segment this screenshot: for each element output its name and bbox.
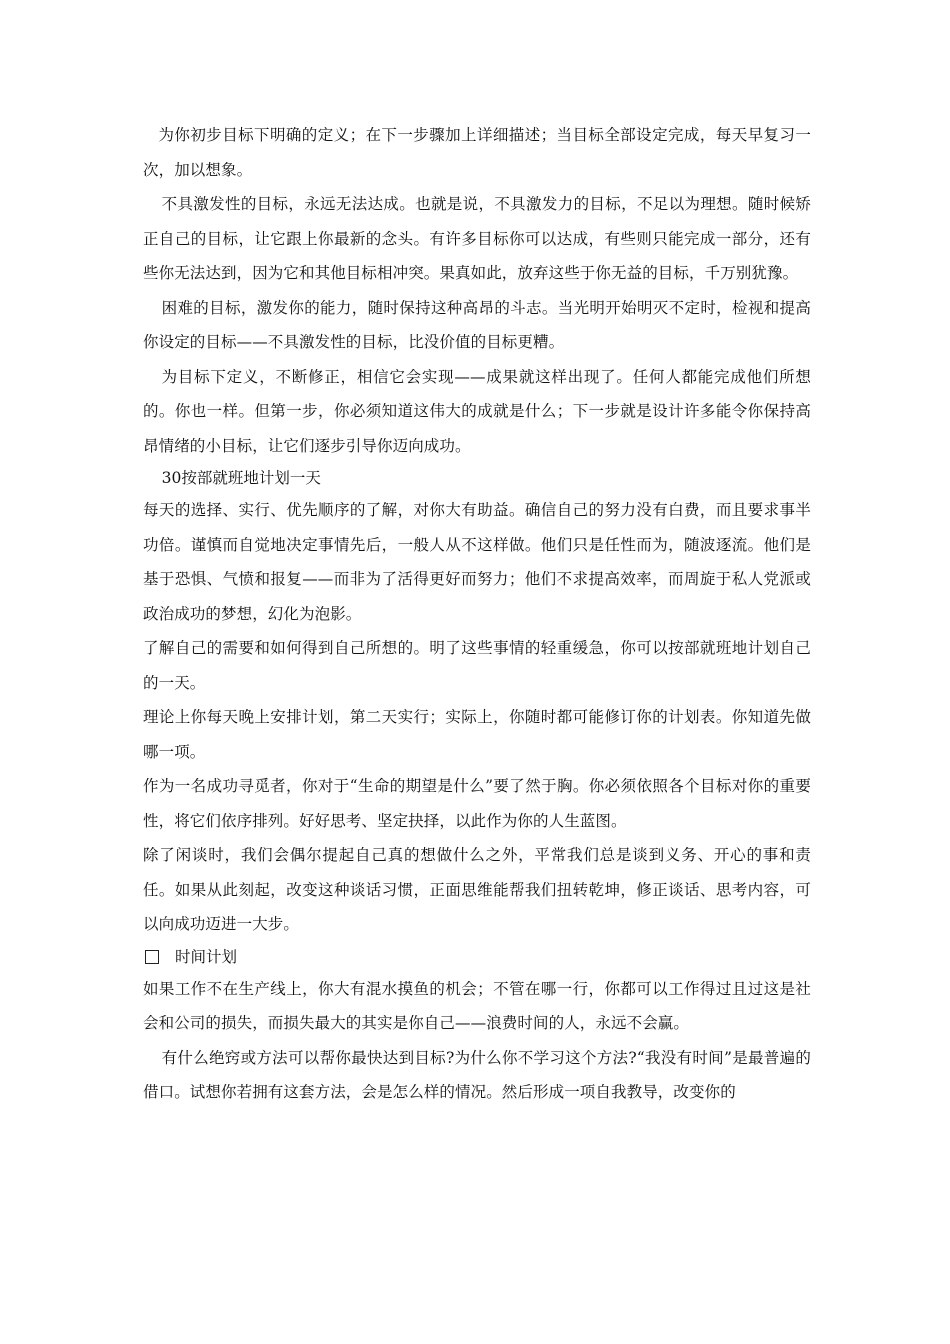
checkbox-icon xyxy=(145,950,159,964)
paragraph-life-expectation: 作为一名成功寻觅者，你对于“生命的期望是什么”要了然于胸。你必须依照各个目标对你的重要性，将它们依序排列。好好思考、坚定抉择，以此作为你的人生蓝图。 xyxy=(143,777,811,830)
checkbox-item-time-plan xyxy=(143,942,811,972)
paragraph-goal-definition: 为你初步目标下明确的定义；在下一步骤加上详细描述；当目标全部设定完成，每天早复习一次，加以想象。 xyxy=(143,126,811,179)
paragraph-define-goals: 为目标下定义，不断修正，相信它会实现——成果就这样出现了。任何人都能完成他们所想的。你也一样。但第一步，你必须知道这伟大的成就是什么；下一步就是设计许多能令你保持高昂情绪的小目标，让它们逐步引导你迈向成功。 xyxy=(143,367,811,455)
document-body xyxy=(143,118,811,1110)
section-heading: 30按部就班地计划一天 xyxy=(161,469,321,487)
paragraph-daily-choices: 每天的选择、实行、优先顺序的了解，对你大有助益。确信自己的努力没有白费，而且要求事半功倍。谨慎而自觉地决定事情先后，一般人从不这样做。他们只是任性而为，随波逐流。他们是基于恐惧、气愤和报复——而非为了活得更好而努力；他们不求提高效率，而周旋于私人党派或政治成功的梦想，幻化为泡影。 xyxy=(143,501,811,623)
paragraph-plan-theory: 理论上你每天晚上安排计划，第二天实行；实际上，你随时都可能修订你的计划表。你知道先做哪一项。 xyxy=(143,708,811,761)
paragraph-work-slacking: 如果工作不在生产线上，你大有混水摸鱼的机会；不管在哪一行，你都可以工作得过且过这是社会和公司的损失，而损失最大的其实是你自己——浪费时间的人，永远不会赢。 xyxy=(143,979,811,1032)
paragraph-know-needs: 了解自己的需要和如何得到自己所想的。明了这些事情的轻重缓急，你可以按部就班地计划自己的一天。 xyxy=(143,639,811,692)
checkbox-item-label: 时间计划 xyxy=(175,947,238,966)
paragraph-difficult-goals: 困难的目标，激发你的能力，随时保持这种高昂的斗志。当光明开始明灭不定时，检视和提高你设定的目标——不具激发性的目标，比没价值的目标更糟。 xyxy=(143,298,811,351)
paragraph-motivating-goals: 不具激发性的目标，永远无法达成。也就是说，不具激发力的目标，不足以为理想。随时候矫正自己的目标，让它跟上你最新的念头。有许多目标你可以达成，有些则只能完成一部分，还有些你无法达到，因为它和其他目标相冲突。果真如此，放弃这些于你无益的目标，千万别犹豫。 xyxy=(143,195,811,282)
paragraph-conversation-habits: 除了闲谈时，我们会偶尔提起自己真的想做什么之外，平常我们总是谈到义务、开心的事和责任。如果从此刻起，改变这种谈话习惯，正面思维能帮我们扭转乾坤，修正谈话、思考内容，可以向成功迈进一大步。 xyxy=(143,846,811,933)
paragraph-no-time-excuse: 有什么绝窍或方法可以帮你最快达到目标?为什么你不学习这个方法?“我没有时间”是最普遍的借口。试想你若拥有这套方法，会是怎么样的情况。然后形成一项自我教导，改变你的 xyxy=(143,1048,811,1101)
